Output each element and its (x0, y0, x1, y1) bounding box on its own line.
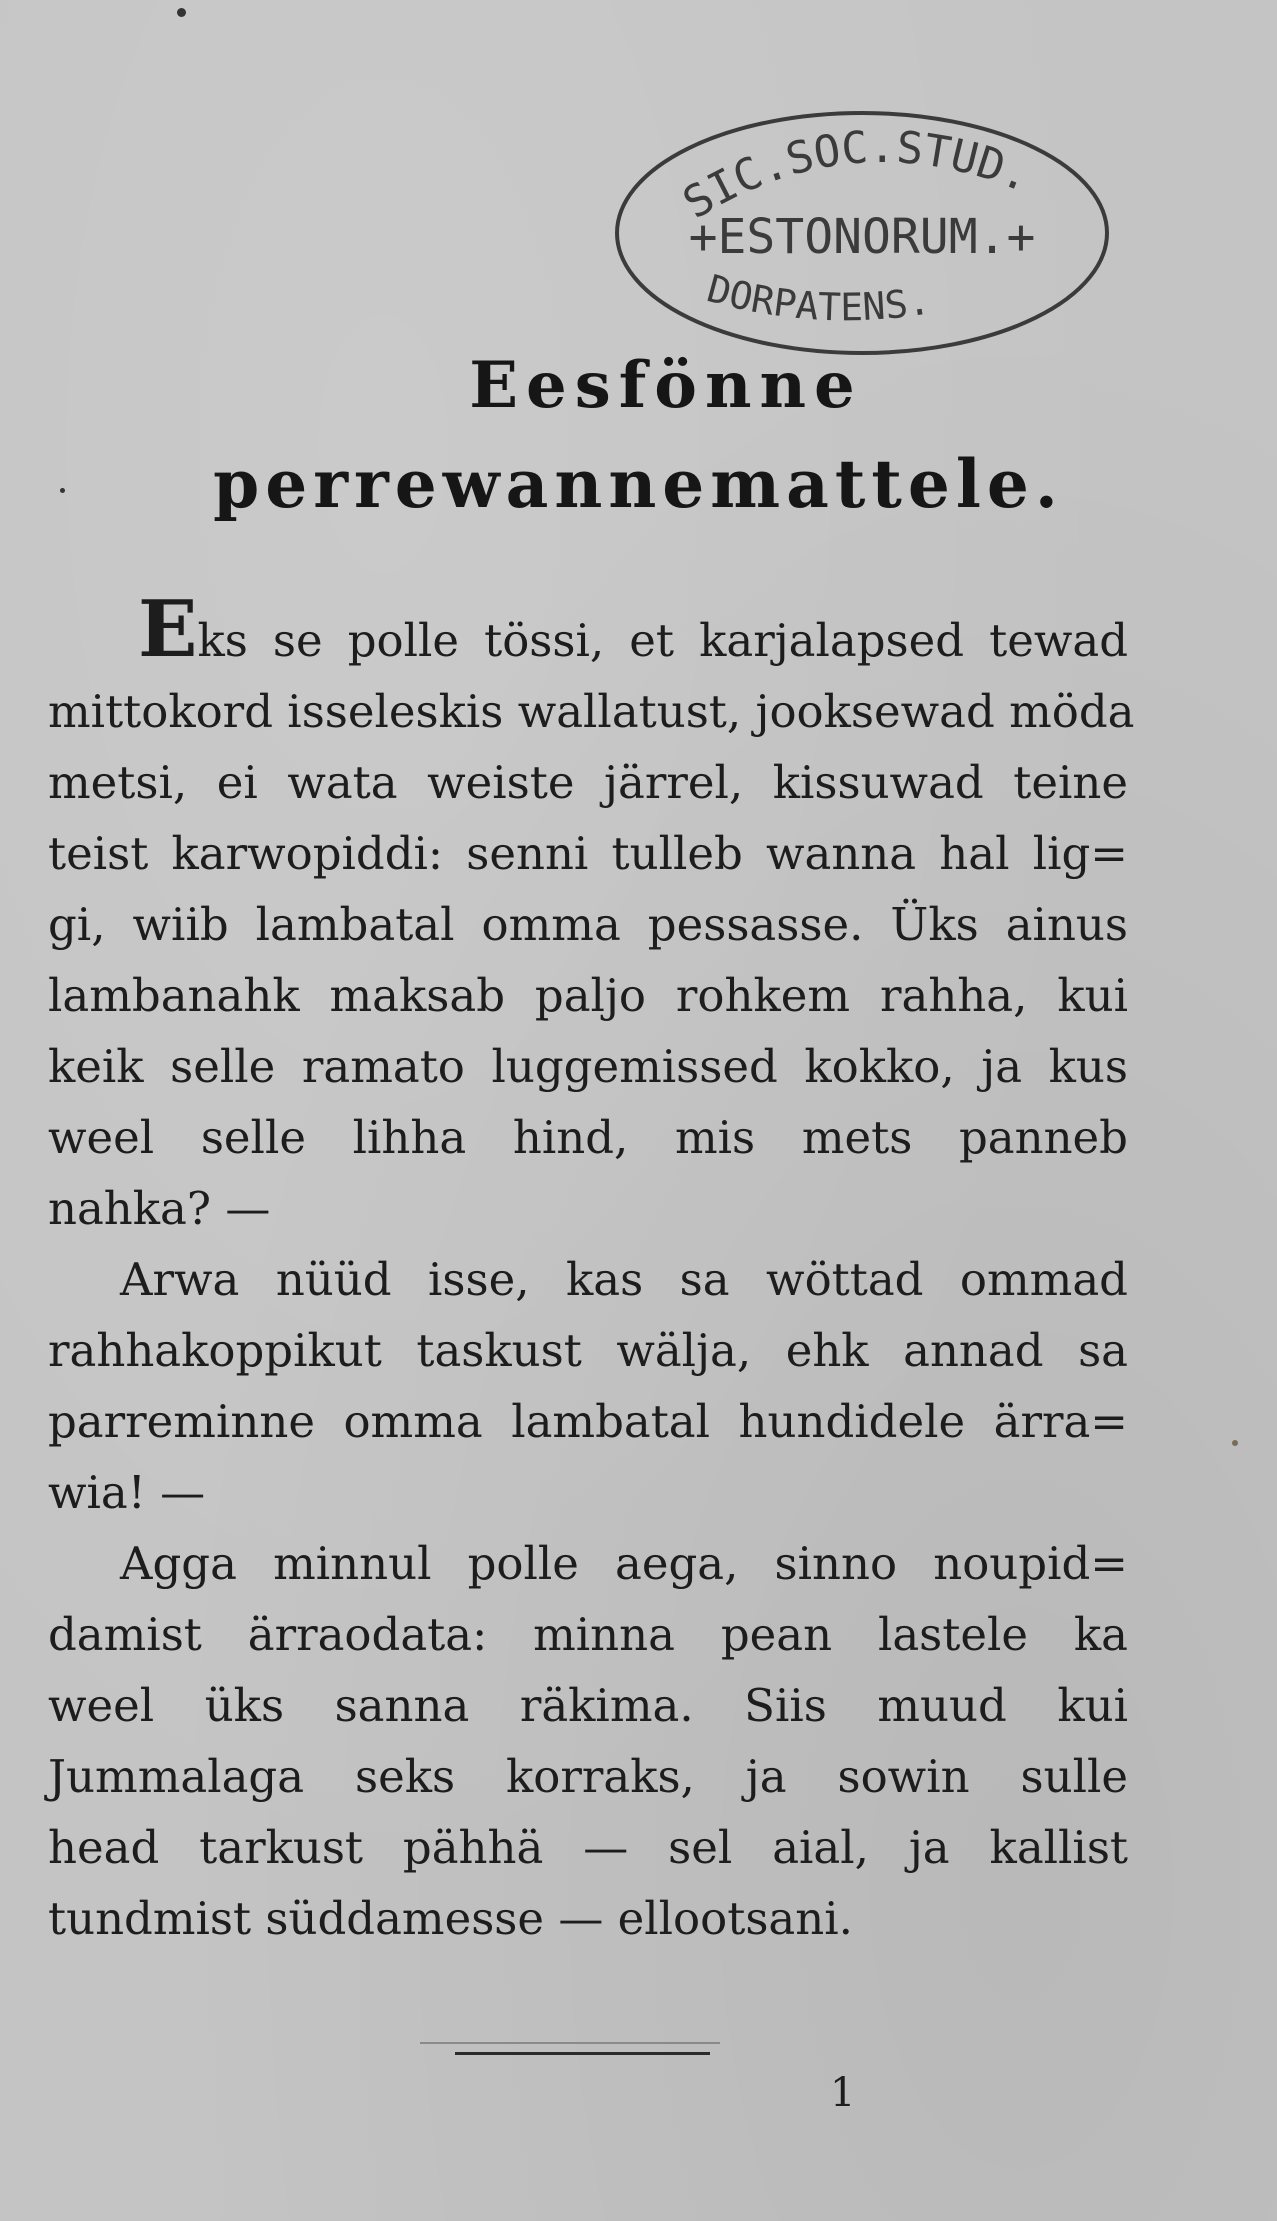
text-line: tundmist süddamesse — ellootsani. (48, 1892, 853, 1945)
ink-speck (1232, 1440, 1238, 1446)
text-line (48, 584, 1128, 676)
library-stamp (600, 85, 1120, 385)
text-line-content: ks se polle tössi, et karjalapsed tewad (197, 614, 1128, 667)
drop-cap: E (138, 584, 198, 675)
text-line: damist ärraodata: minna pean lastele ka (48, 1608, 1128, 1661)
text-line: metsi, ei wata weiste järrel, kissuwad teine (48, 756, 1128, 809)
text-line: nahka? — (48, 1182, 271, 1235)
library-stamp-graphic (600, 85, 1120, 385)
text-line: weel üks sanna räkima. Siis muud kui (48, 1679, 1128, 1732)
paragraph-3 (48, 1528, 1128, 1954)
stamp-line-3: DORPATENS. (702, 266, 933, 330)
body-text (48, 584, 1135, 1954)
text-line: keik selle ramato luggemissed kokko, ja kus (48, 1040, 1128, 1093)
paragraph-1 (48, 584, 1135, 1244)
stamp-line-1: SIC.SOC.STUD. (674, 121, 1039, 230)
text-line: Agga minnul polle aega, sinno noupid= (120, 1537, 1128, 1590)
text-line: lambanahk maksab paljo rohkem rahha, kui (48, 969, 1128, 1022)
text-line: parreminne omma lambatal hundidele ärra= (48, 1395, 1128, 1448)
text-line: Jummalaga seks korraks, ja sowin sulle (48, 1750, 1128, 1803)
text-line: head tarkust pähhä — sel aial, ja kallist (48, 1821, 1128, 1874)
text-line: rahhakoppikut taskust wälja, ehk annad sa (48, 1324, 1128, 1377)
heading-line-1: Eesfönne (469, 348, 863, 423)
ink-speck (177, 8, 186, 17)
text-line: wia! — (48, 1466, 206, 1519)
paragraph-2 (48, 1244, 1128, 1528)
page-number: 1 (830, 2070, 856, 2116)
text-line: Arwa nüüd isse, kas sa wöttad ommad (120, 1253, 1128, 1306)
divider-rule (455, 2052, 710, 2055)
text-line: mittokord isseleskis wallatust, jooksewad möda (48, 685, 1135, 738)
text-line: teist karwopiddi: senni tulleb wanna hal lig= (48, 827, 1128, 880)
text-line: gi, wiib lambatal omma pessasse. Üks ainus (48, 898, 1128, 951)
svg-text:DORPATENS. (703, 266, 933, 329)
divider-shadow (420, 2042, 720, 2044)
heading-line-2: perrewannemattele. (213, 445, 1064, 523)
stamp-line-2: +ESTONORUM.+ (688, 209, 1036, 265)
text-line: weel selle lihha hind, mis mets panneb (48, 1111, 1128, 1164)
